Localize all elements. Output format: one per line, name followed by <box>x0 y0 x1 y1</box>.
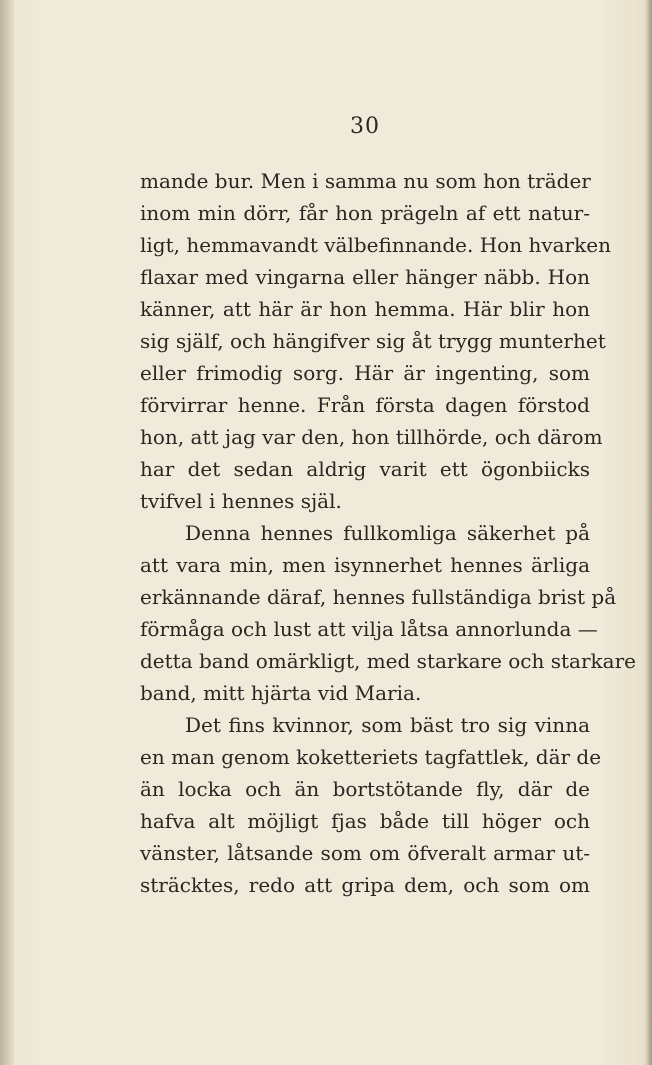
text-line: hafva alt möjligt fjas både till höger och <box>140 809 590 833</box>
text-line: än locka och än bortstötande fly, där de <box>140 777 590 801</box>
text-line: Denna hennes fullkomliga säkerhet på <box>185 521 590 545</box>
text-line: detta band omärkligt, med starkare och starkare <box>140 649 636 673</box>
text-line: känner, att här är hon hemma. Här blir hon <box>140 297 590 321</box>
text-line: förvirrar henne. Från första dagen förstod <box>140 393 590 417</box>
text-line: har det sedan aldrig varit ett ögonbiicks <box>140 457 590 481</box>
text-line: eller frimodig sorg. Här är ingenting, som <box>140 361 590 385</box>
text-line: vänster, låtsande som om öfveralt armar ut- <box>140 841 590 865</box>
body-text <box>140 165 636 901</box>
text-line: Det fins kvinnor, som bäst tro sig vinna <box>185 713 590 737</box>
text-line: mande bur. Men i samma nu som hon träder <box>140 169 591 193</box>
text-line: en man genom koketteriets tagfattlek, där de <box>140 745 602 769</box>
binding-shadow <box>0 0 14 1065</box>
text-line: erkännande däraf, hennes fullständiga brist på <box>140 585 617 609</box>
page-edge <box>646 0 652 1065</box>
text-line: tvifvel i hennes själ. <box>140 489 342 513</box>
text-line: flaxar med vingarna eller hänger näbb. Hon <box>140 265 590 289</box>
text-line: sträcktes, redo att gripa dem, och som om <box>140 873 590 897</box>
text-line: sig själf, och hängifver sig åt trygg munterhet <box>140 329 606 353</box>
text-line: band, mitt hjärta vid Maria. <box>140 681 422 705</box>
text-line: inom min dörr, får hon prägeln af ett natur- <box>140 201 590 225</box>
text-line: ligt, hemmavandt välbefinnande. Hon hvarken <box>140 233 611 257</box>
page-number: 30 <box>350 114 380 139</box>
text-line: hon, att jag var den, hon tillhörde, och därom <box>140 425 603 449</box>
text-line: att vara min, men isynnerhet hennes ärliga <box>140 553 590 577</box>
text-line: förmåga och lust att vilja låtsa annorlunda — <box>140 617 598 641</box>
